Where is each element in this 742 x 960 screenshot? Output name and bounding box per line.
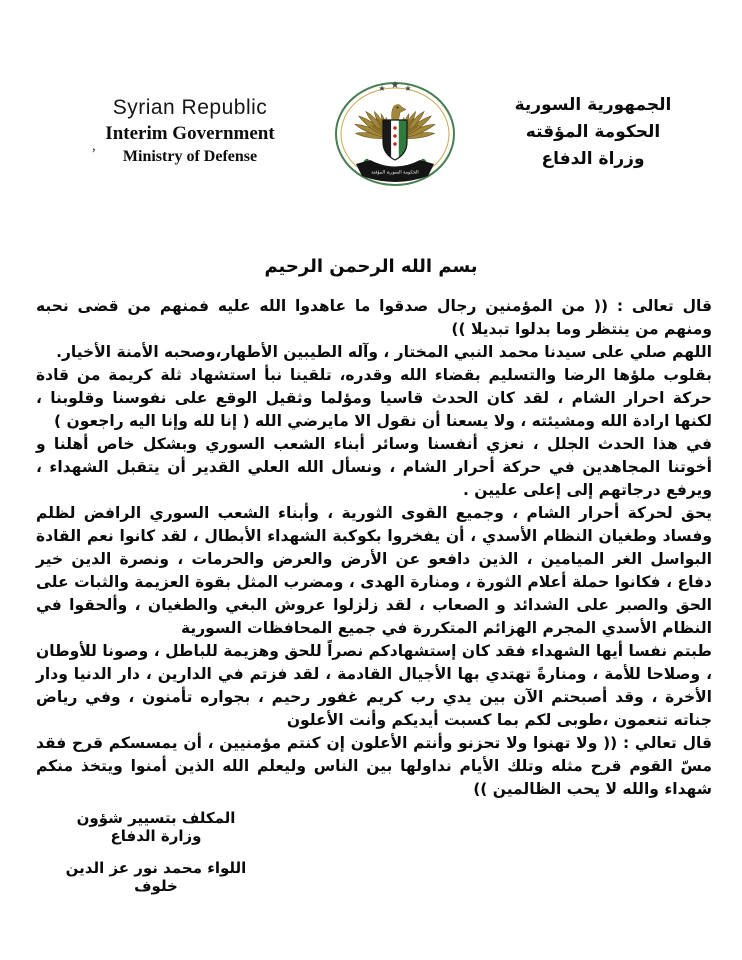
tribute-paragraph: يحق لحركة أحرار الشام ، وجميع القوى الثورية ، وأبناء الشعب السوري الرافض لظلم وفساد وطغيان النظام الأسدي ، أن يفخروا بكوكبة الشهداء الأبطال ، لقد كانوا نعم القادة البواسل الغر الميامين ، الذين دافعو عن الأرض والعرض والحرمات ، ونصرة الدين خير دفاع ، فكانوا حملة أعلام الثورة ، ومنارة الهدى ، ومضرب المثل بقوة العزيمة والثبات على الحق والصبر على الشدائد و الصعاب ، لقد زلزلوا عروش البغي والطغيان ، وألحقوا في النظام الأسدي المجرم الهزائم المتكررة في جميع المحافظات السورية <box>36 504 712 637</box>
stray-mark: , <box>92 138 96 154</box>
english-header <box>88 96 292 166</box>
government-eagle-emblem-icon <box>332 76 458 188</box>
condolence-paragraph: في هذا الحدث الجلل ، نعزي أنفسنا وسائر أبناء الشعب السوري وبشكل خاص أهلنا و أخوتنا المجاهدين في حركة أحرار الشام ، ونسأل الله العلي القدير أن يتقبل الشهداء ، ويرفع درجاتهم إلى إعلى عليين . <box>36 435 712 499</box>
arabic-republic-title: الجمهورية السورية <box>514 95 672 115</box>
svg-text:★: ★ <box>378 84 386 93</box>
bismillah-line: بسم الله الرحمن الرحيم <box>264 256 478 277</box>
english-government-title: Interim Government <box>105 123 275 144</box>
svg-text:★: ★ <box>404 84 412 93</box>
arabic-ministry-title: وزراة الدفاع <box>541 149 645 169</box>
quran-verse-paragraph: قال تعالى : (( من المؤمنين رجال صدقوا ما عاهدوا الله عليه فمنهم من قضى نحبه ومنهم من ينتظر وما بدلوا تبديلا )) <box>36 297 712 338</box>
english-ministry-title: Ministry of Defense <box>122 148 258 165</box>
signature-block <box>56 809 256 895</box>
salutation-paragraph: اللهم صلي على سيدنا محمد النبي المختار ، وآله الطيبين الأطهار،وصحبه الأمنة الأخيار. <box>56 343 712 361</box>
letter-body <box>36 295 712 801</box>
arabic-header <box>513 92 673 173</box>
signatory-title: المكلف بتسيير شؤون وزارة الدفاع <box>76 809 236 845</box>
eulogy-paragraph: طبتم نفسا أيها الشهداء فقد كان إستشهادكم نصراً للحق وهزيمة للباطل ، وصونا للأوطان ، وصلاحا للأمة ، ومنارةً تهتدي بها الأجيال القادمة ، لقد فزتم في الدارين ، دار الدنيا ودار الأخرة ، وقد أصبحتم الآن بين يدي رب كريم غفور رحيم ، بجواره تأمنون ، وفي رياض جناته تنعمون ،طوبى لكم بما كسبت أيديكم وأنت الأعلون <box>36 642 712 729</box>
arabic-government-title: الحكومة المؤقته <box>525 122 661 142</box>
english-republic-title: Syrian Republic <box>112 96 268 119</box>
eagle-eye <box>397 107 399 109</box>
closing-verse-paragraph: قال تعالي : (( ولا تهنوا ولا تحزنو وأنتم الأعلون إن كنتم مؤمنيين ، أن يمسسكم قرح فقد مسّ القوم قرح مثله وتلك الأيام نداولها بين الناس وليعلم الله الذين أمنوا ويتخذ منكم شهداء والله لا يحب الظالمين )) <box>36 734 712 798</box>
announcement-paragraph: بقلوب ملؤها الرضا والتسليم بقضاء الله وقدره، تلقينا نبأ استشهاد ثلة كريمة من قادة حركة احرار الشام ، لقد كان الحدث قاسيا ومؤلما وثقيل الوقع على نفوسنا وقلوبنا ، لكنها ارادة الله ومشيئته ، ولا يسعنا أن نقول الا مايرضي الله ( إنا لله وإنا اليه راجعون ) <box>36 366 712 430</box>
emblem-banner-text: الحكومة السورية المؤقتة <box>371 170 419 176</box>
signatory-name: اللواء محمد نور عز الدين خلوف <box>65 859 247 895</box>
svg-text:★: ★ <box>390 80 400 91</box>
